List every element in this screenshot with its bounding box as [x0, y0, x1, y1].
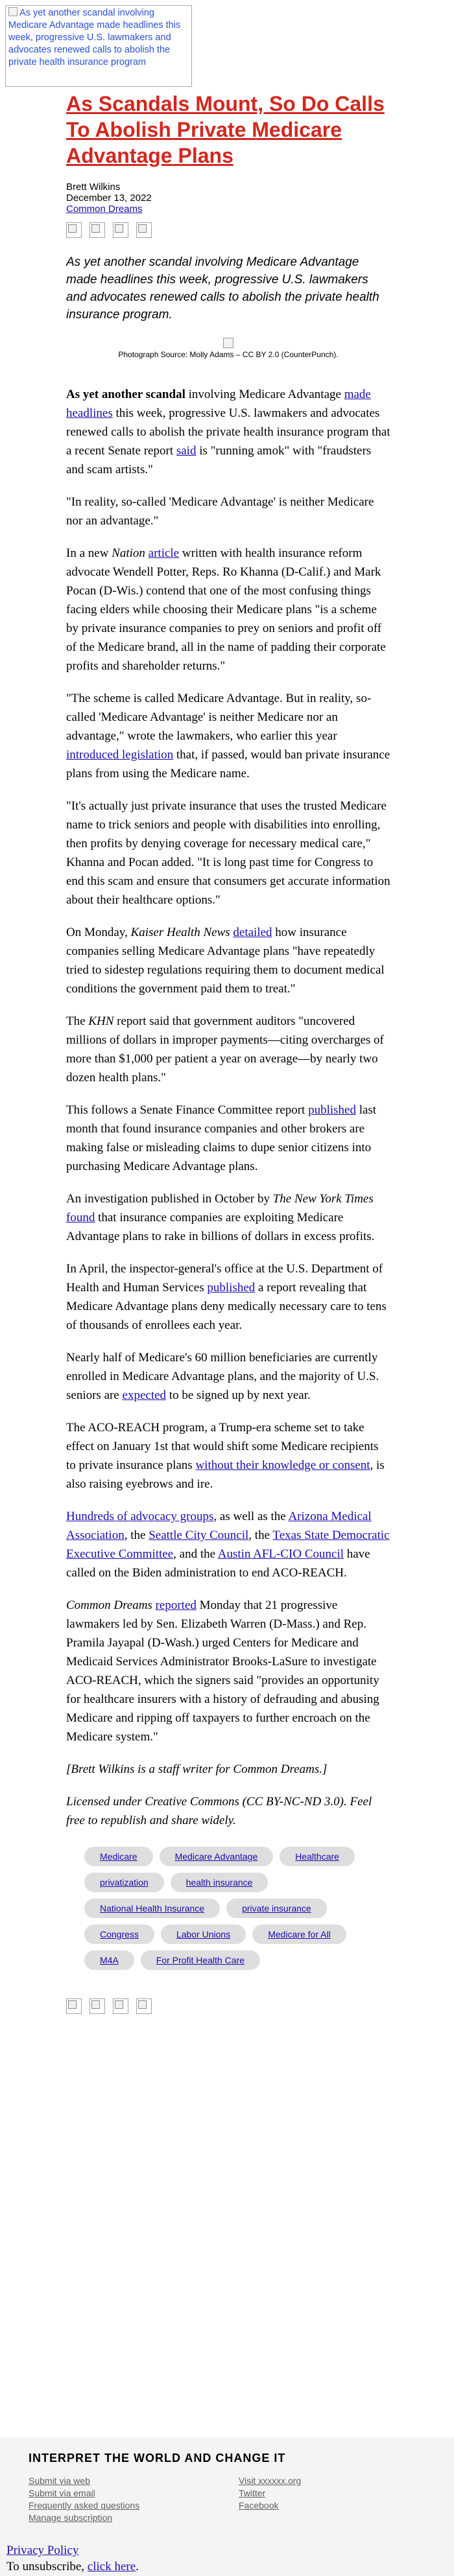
link-seattle-council[interactable]: Seattle City Council [149, 1528, 249, 1542]
paragraph: An investigation published in October by The New York Times found that insurance companies are exploiting Medicare Advantage plans to rake in billions of dollars in excess profits. [66, 1192, 375, 1243]
tag[interactable]: Congress [84, 1925, 154, 1944]
link-texas-democrats[interactable]: Texas State Democratic Executive Committee [66, 1528, 390, 1561]
article-title[interactable]: As Scandals Mount, So Do Calls To Abolish Private Medicare Advantage Plans [66, 92, 385, 167]
link-published-report[interactable]: published [207, 1281, 256, 1294]
link-without-consent[interactable]: without their knowledge or consent [195, 1458, 370, 1472]
paragraph: As yet another scandal involving Medicare Advantage made headlines this week, progressive U.S. lawmakers and advocates renewed calls to abolish the private health insurance program that a recent Senate report said is "running amok" with "fraudsters and scam artists." [66, 388, 390, 476]
link-article[interactable]: article [148, 546, 180, 560]
date: December 13, 2022 [66, 193, 152, 204]
broken-image-icon [8, 7, 18, 16]
author: Brett Wilkins [66, 181, 121, 193]
footer-link-manage-subscription[interactable]: Manage subscription [29, 2512, 113, 2523]
footer-link-website[interactable]: Visit xxxxxx.org [239, 2476, 302, 2486]
email-icon[interactable] [136, 1998, 152, 2014]
broken-image-icon [223, 338, 233, 348]
byline [66, 181, 390, 215]
link-found[interactable]: found [66, 1211, 95, 1224]
paragraph: Nearly half of Medicare's 60 million beneficiaries are currently enrolled in Medicare Advantage plans, and the majority of U.S. seniors are expected to be signed up by next year. [66, 1351, 379, 1402]
tag[interactable]: Healthcare [280, 1847, 355, 1866]
footer-link-twitter[interactable]: Twitter [239, 2488, 266, 2498]
staff-note: [Brett Wilkins is a staff writer for Common Dreams.] [66, 1762, 328, 1776]
link-reported[interactable]: reported [155, 1598, 197, 1612]
linkedin-icon[interactable] [113, 1998, 128, 2014]
article [66, 91, 390, 2014]
twitter-icon[interactable] [90, 1998, 105, 2014]
link-said[interactable]: said [176, 444, 197, 458]
lead-text: As yet another scandal involving Medicare Advantage made headlines this week, progressive U.S. lawmakers and advocates renewed calls to abolish the private health insurance program. [66, 255, 379, 322]
header-image[interactable] [5, 5, 192, 87]
tag[interactable]: Medicare for All [252, 1925, 346, 1944]
unsubscribe-link[interactable]: click here [87, 2560, 136, 2573]
link-made-headlines[interactable]: made headlines [66, 388, 371, 420]
link-expected[interactable]: expected [122, 1388, 167, 1402]
footer-heading: INTERPRET THE WORLD AND CHANGE IT [29, 2452, 286, 2465]
twitter-icon[interactable] [90, 222, 105, 238]
facebook-icon[interactable] [66, 1998, 82, 2014]
paragraph: "The scheme is called Medicare Advantage. But in reality, so-called 'Medicare Advantage' is neither Medicare nor an advantage," wrote the lawmakers, who earlier this year introduced legislation that, if passed, would ban private insurance plans from using the Medicare name. [66, 692, 390, 780]
share-icons-bottom [66, 1998, 390, 2014]
footer-right-links [239, 2475, 301, 2512]
tag[interactable]: private insurance [226, 1899, 327, 1918]
facebook-icon[interactable] [66, 222, 82, 238]
paragraph: Common Dreams reported Monday that 21 progressive lawmakers led by Sen. Elizabeth Warren (D-Mass.) and Rep. Pramila Jayapal (D-Wash.) urged Centers for Medicare and Medicaid Services Administrator Brooks-LaSure to investigate ACO-REACH, which the signers said "provides an opportunity for healthcare insurers with a history of defrauding and abusing Medicare and ripping off taxpayers to further encroach on the Medicare system." [66, 1598, 379, 1744]
paragraph: On Monday, Kaiser Health News detailed how insurance companies selling Medicare Advantage plans "have repeatedly tried to sidestep regulations requiring them to document medical conditions the government paid them to treat." [66, 926, 385, 996]
photo [66, 338, 390, 359]
privacy-line [6, 2543, 78, 2558]
link-detailed[interactable]: detailed [233, 926, 272, 939]
license-note: Licensed under Creative Commons (CC BY-NC-ND 3.0). Feel free to republish and share widely. [66, 1795, 372, 1827]
link-advocacy-groups[interactable]: Hundreds of advocacy groups [66, 1510, 214, 1523]
paragraph: "In reality, so-called 'Medicare Advantage' is neither Medicare nor an advantage." [66, 495, 374, 528]
link-introduced-legislation[interactable]: introduced legislation [66, 748, 174, 762]
paragraph: In a new Nation article written with health insurance reform advocate Wendell Potter, Reps. Ro Khanna (D-Calif.) and Mark Pocan (D-Wis.) contend that one of the most confusing things facing elders while choosing their Medicare plans "is a scheme by private insurance companies to prey on seniors and profit off of the Medicare brand, all in the name of padding their corporate profits and shareholder returns." [66, 546, 386, 673]
header-image-alt: As yet another scandal involving Medicare Advantage made headlines this week, progressive U.S. lawmakers and advocates renewed calls to abolish the private health insurance program [8, 8, 181, 67]
tag[interactable]: National Health Insurance [84, 1899, 220, 1918]
share-icons-top [66, 222, 390, 238]
paragraph: Hundreds of advocacy groups, as well as the Arizona Medical Association, the Seattle City Council, the Texas State Democratic Executive Committee, and the Austin AFL-CIO Council have called on the Biden administration to end ACO-REACH. [66, 1510, 390, 1580]
paragraph: This follows a Senate Finance Committee report published last month that found insurance companies and other brokers are making false or misleading claims to dupe senior citizens into purchasing Medicare Advantage plans. [66, 1103, 377, 1173]
tag[interactable]: Labor Unions [161, 1925, 246, 1944]
paragraph: The ACO-REACH program, a Trump-era scheme set to take effect on January 1st that would shift some Medicare recipients to private insurance plans without their knowledge or consent, is also raising eyebrows and ire. [66, 1421, 385, 1491]
tag[interactable]: M4A [84, 1950, 134, 1970]
link-arizona-medical[interactable]: Arizona Medical Association [66, 1510, 372, 1542]
linkedin-icon[interactable] [113, 222, 128, 238]
link-published[interactable]: published [308, 1103, 356, 1117]
tag[interactable]: Medicare [84, 1847, 153, 1866]
tag[interactable]: Medicare Advantage [160, 1847, 274, 1866]
link-austin-aflcio[interactable]: Austin AFL-CIO Council [217, 1547, 344, 1561]
paragraph: In April, the inspector-general's office at the U.S. Department of Health and Human Services published a report revealing that Medicare Advantage plans deny medically necessary care to tens of thousands of enrollees each year. [66, 1262, 387, 1332]
source-link[interactable]: Common Dreams [66, 204, 143, 215]
tag[interactable]: privatization [84, 1873, 164, 1892]
privacy-policy-link[interactable]: Privacy Policy [6, 2544, 79, 2557]
tag[interactable]: health insurance [171, 1873, 269, 1892]
paragraph: "It's actually just private insurance that uses the trusted Medicare name to trick seniors and people with disabilities into enrolling, then profits by denying coverage for necessary medical care," Khanna and Pocan added. "It is long past time for Congress to end this scam and ensure that consumers get accurate information about their healthcare options." [66, 799, 390, 907]
footer-link-submit-email[interactable]: Submit via email [29, 2488, 95, 2498]
footer-link-faq[interactable]: Frequently asked questions [29, 2500, 140, 2511]
article-body [66, 385, 390, 1830]
footer-link-submit-web[interactable]: Submit via web [29, 2476, 90, 2486]
unsubscribe-line: To unsubscribe, click here. [6, 2560, 139, 2573]
tag-list [84, 1847, 370, 1970]
email-icon[interactable] [136, 222, 152, 238]
footer-left-links [29, 2475, 139, 2524]
tag[interactable]: For Profit Health Care [141, 1950, 260, 1970]
photo-credit: Photograph Source: Molly Adams – CC BY 2.0 (CounterPunch). [118, 350, 339, 359]
paragraph: The KHN report said that government auditors "uncovered millions of dollars in improper payments—citing overcharges of more than $1,000 per patient a year on average—by nearly two dozen health plans." [66, 1014, 384, 1084]
footer-link-facebook[interactable]: Facebook [239, 2500, 279, 2511]
